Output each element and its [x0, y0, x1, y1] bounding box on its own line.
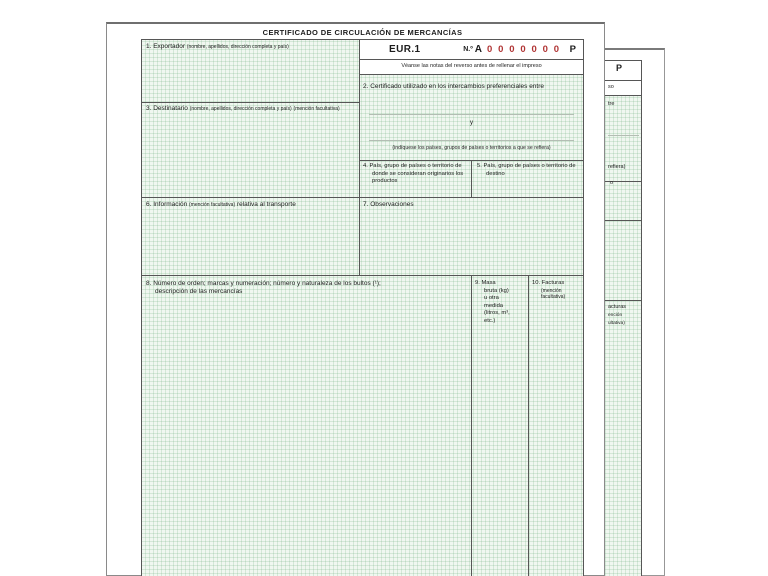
serial-row — [359, 40, 584, 59]
box-9-line: (litros, m³, — [484, 310, 510, 317]
box-9-line: bruta (kg) — [484, 287, 509, 294]
box-3-destinatario-label — [146, 105, 354, 113]
box-2-certificado-label: 2. Certificado utilizado en los intercambios preferenciales entre — [363, 83, 545, 90]
back-fragment-p: P — [616, 63, 623, 73]
table-line — [141, 102, 360, 103]
box-3-title: 3. Destinatario — [146, 105, 188, 112]
serial-no-label: N.º — [463, 46, 473, 53]
serial-series-letter: A — [474, 44, 483, 55]
table-line — [641, 60, 642, 576]
back-fragment-so: so — [608, 84, 614, 90]
fill-line — [608, 135, 639, 136]
table-line — [141, 275, 584, 276]
box-6-title2: relativa al transporte — [236, 201, 296, 208]
table-line — [471, 275, 472, 576]
box-10-facturas-label — [532, 280, 591, 301]
eur1-certificate-page — [106, 22, 605, 576]
box-9-line: medida — [484, 302, 504, 309]
table-line — [359, 39, 360, 275]
box-1-paren: (nombre, apellidos, dirección completa y país) — [186, 44, 289, 50]
box-7-observaciones-label: 7. Observaciones — [363, 201, 414, 208]
table-line — [141, 39, 142, 576]
table-line — [359, 59, 584, 60]
back-fragment-tre: tre — [608, 101, 615, 107]
box-6-paren: (mención facultativa) — [189, 202, 236, 208]
eur1-code: EUR.1 — [389, 44, 421, 55]
box-5-text: 5. País, grupo de países o territorio de destino — [477, 163, 576, 177]
back-fragment-refiera: refiera) — [608, 164, 626, 170]
serial-group — [463, 44, 576, 55]
box-3-paren2: (mención facultativa) — [293, 106, 340, 112]
box-8-mercancias-label — [146, 280, 473, 296]
table-line — [141, 197, 584, 198]
form-table — [141, 39, 584, 576]
fill-line — [369, 140, 574, 141]
box-9-line: etc.) — [484, 317, 496, 324]
box-9-masa-label — [475, 280, 534, 325]
box-10-line2: (mención — [541, 287, 562, 294]
serial-suffix-letter: P — [569, 44, 576, 55]
form-title: CERTIFICADO DE CIRCULACIÓN DE MERCANCÍAS — [262, 28, 463, 37]
table-line — [359, 74, 584, 75]
back-fragment-o: o — [610, 180, 614, 186]
box-8-line2: descripción de las mercancías — [155, 288, 243, 296]
box-8-line1: 8. Número de orden; marcas y numeración; número y naturaleza de los bultos (¹); — [146, 280, 381, 287]
box-6-transporte-label — [146, 201, 354, 209]
box-1-title: 1. Exportador — [146, 43, 186, 50]
box-1-exportador-label — [146, 43, 354, 51]
back-fragment-facultativa: ultativa) — [608, 321, 625, 326]
back-fragment-mencion: ención — [608, 313, 623, 318]
box-4-origen-label — [363, 163, 474, 186]
box-2-conjunction: y — [469, 119, 474, 126]
fill-line — [369, 114, 574, 115]
box-2-hint: (indíquese los países, grupos de países o territorios a que se refiera) — [392, 145, 551, 151]
box-4-text: 4. País, grupo de países o territorio de donde se consideran originarios los productos — [363, 163, 464, 185]
box-5-destino-label — [477, 163, 588, 178]
serial-digits: 0 0 0 0 0 0 0 — [487, 44, 561, 55]
box-9-line: u otra — [484, 295, 499, 302]
back-fragment-facturas: acturas — [608, 304, 627, 310]
box-3-paren: (nombre, apellidos, dirección completa y país) — [189, 106, 292, 112]
box-9-line: 9. Masa — [475, 280, 496, 286]
box-10-line3: facultativa) — [541, 294, 566, 301]
reverse-note: Véanse las notas del reverso antes de rellenar el impreso — [401, 63, 542, 69]
box-10-line1: 10. Facturas — [532, 280, 565, 286]
box-6-title: 6. Información — [146, 201, 188, 208]
